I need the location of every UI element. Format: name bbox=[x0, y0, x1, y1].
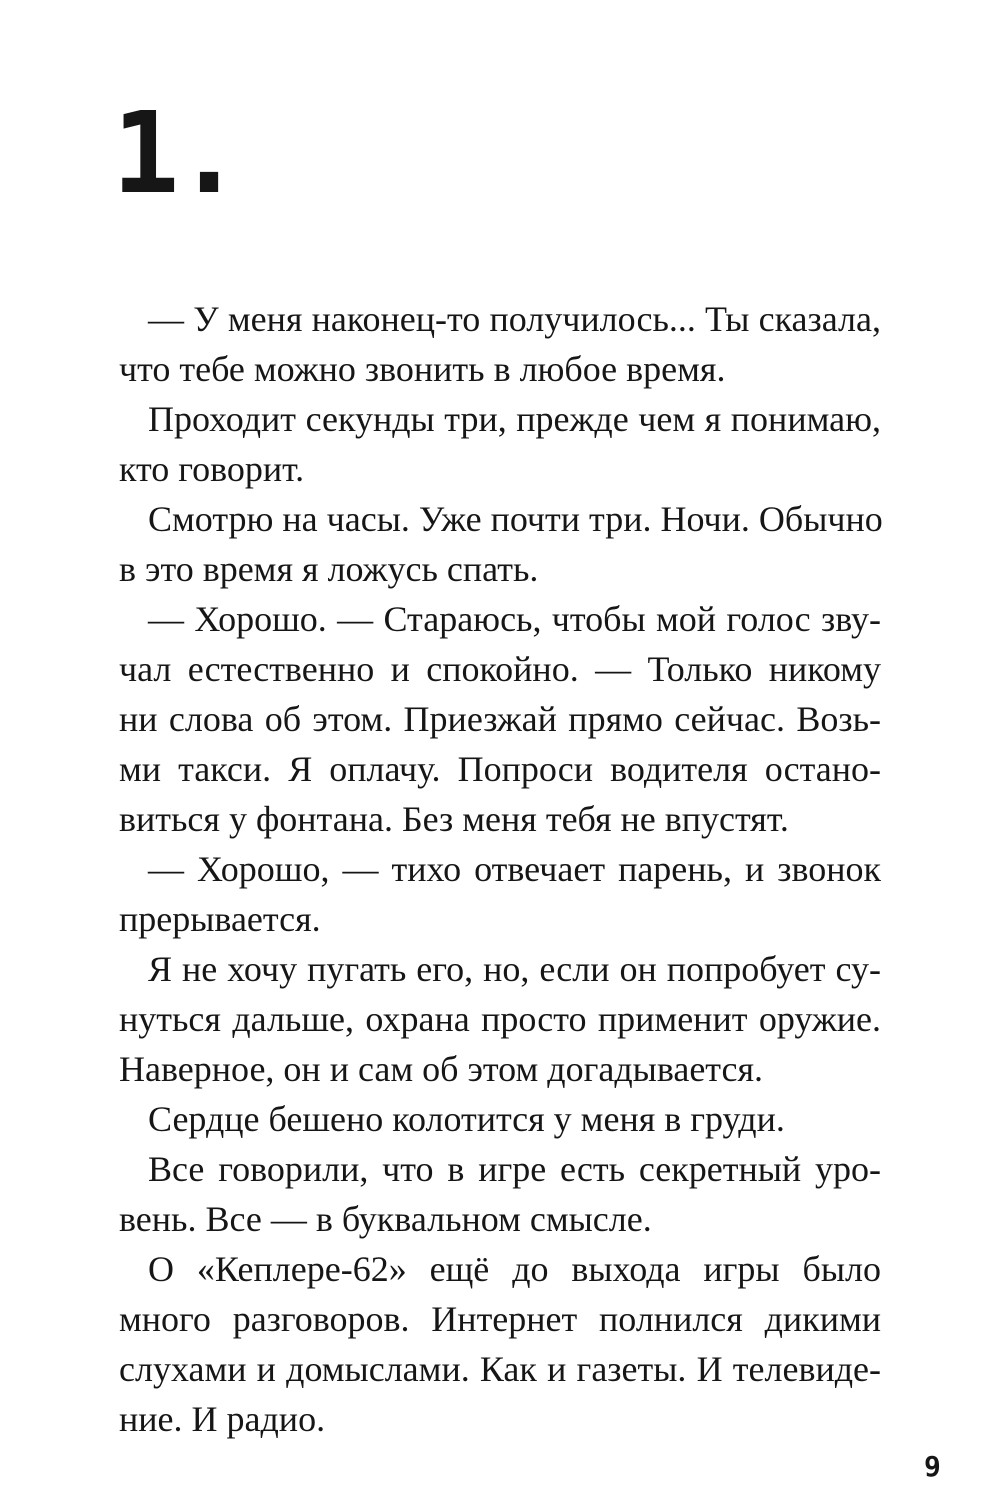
text-line: О «Кеплере-62» ещё до выхода игры было bbox=[148, 1249, 881, 1289]
text-line: — У меня наконец-то получилось... Ты сказала, bbox=[148, 299, 881, 339]
text-line: кто говорит. bbox=[119, 449, 305, 489]
chapter-number: 1. bbox=[112, 89, 239, 219]
text-line: ми такси. Я оплачу. Попроси водителя остано- bbox=[119, 749, 881, 789]
text-line: чал естественно и спокойно. — Только никому bbox=[119, 649, 881, 689]
text-line: что тебе можно звонить в любое время. bbox=[119, 349, 726, 389]
text-line: прерывается. bbox=[119, 899, 321, 939]
text-line: ние. И радио. bbox=[119, 1399, 326, 1439]
text-line: нуться дальше, охрана просто применит оружие. bbox=[119, 999, 881, 1039]
text-line: много разговоров. Интернет полнился дикими bbox=[119, 1299, 881, 1339]
text-line: Сердце бешено колотится у меня в груди. bbox=[148, 1099, 785, 1139]
text-line: Я не хочу пугать его, но, если он попробует су- bbox=[148, 949, 881, 989]
text-line: в это время я ложусь спать. bbox=[119, 549, 539, 589]
text-line: Смотрю на часы. Уже почти три. Ночи. Обычно bbox=[148, 499, 883, 539]
text-line: — Хорошо, — тихо отвечает парень, и звонок bbox=[148, 849, 881, 889]
text-line: Наверное, он и сам об этом догадывается. bbox=[119, 1049, 764, 1089]
page-number: 9 bbox=[924, 1450, 941, 1483]
text-line: вень. Все — в буквальном смысле. bbox=[119, 1199, 652, 1239]
text-line: Все говорили, что в игре есть секретный уро- bbox=[148, 1149, 881, 1189]
text-line: Проходит секунды три, прежде чем я понимаю, bbox=[148, 399, 881, 439]
text-line: виться у фонтана. Без меня тебя не впустят. bbox=[119, 799, 789, 839]
text-line: — Хорошо. — Стараюсь, чтобы мой голос зву- bbox=[148, 599, 881, 639]
text-line: слухами и домыслами. Как и газеты. И телевиде- bbox=[119, 1349, 881, 1389]
text-line: ни слова об этом. Приезжай прямо сейчас. Возь- bbox=[119, 699, 881, 739]
